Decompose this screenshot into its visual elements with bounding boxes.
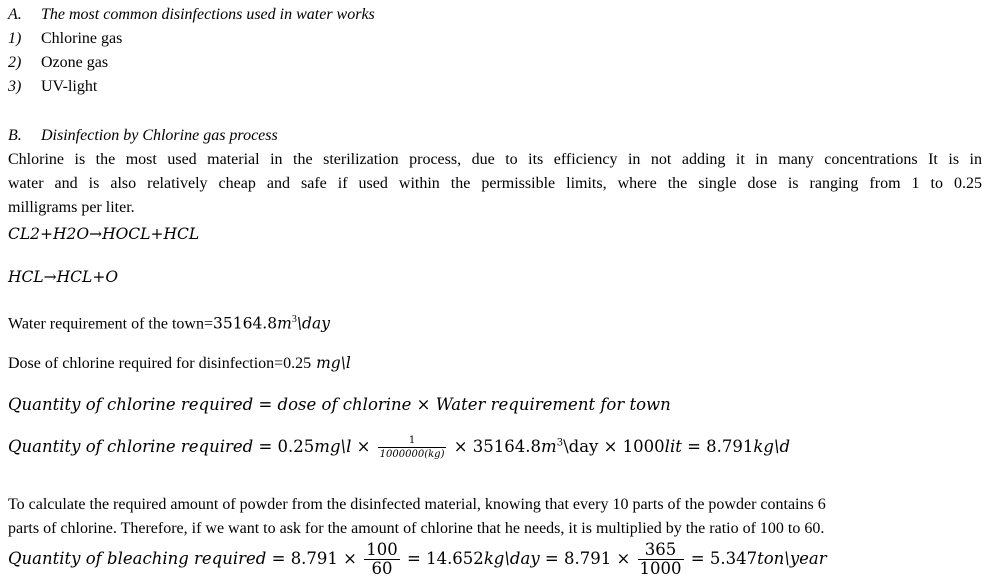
formula3-b-unit: kg\day bbox=[483, 549, 540, 568]
formula3-d-unit: ton\year bbox=[757, 549, 827, 568]
water-requirement-tail: \day bbox=[296, 314, 330, 333]
paragraph-line: parts of chlorine. Therefore, if we want to ask for the amount of chlorine that he needs, it is multiplied by the ratio of 100 to 60. bbox=[8, 520, 825, 537]
list-item-number: 1) bbox=[8, 30, 22, 47]
paragraph-line: To calculate the required amount of powder from the disinfected material, knowing that every 10 parts of the powder contains 6 bbox=[8, 496, 826, 513]
fraction-numerator: 1 bbox=[378, 434, 447, 448]
fraction-denominator: 60 bbox=[371, 559, 393, 578]
formula2-a-unit: mg\l × bbox=[314, 437, 371, 456]
list-item-text: Chlorine gas bbox=[41, 30, 123, 47]
water-requirement-unit: m bbox=[277, 314, 292, 333]
fraction-numerator: 100 bbox=[366, 540, 398, 559]
water-requirement-value: 35164.8 bbox=[213, 314, 278, 333]
dose-line bbox=[8, 353, 351, 374]
formula3-d: = 5.347 bbox=[690, 549, 758, 568]
formula-quantity-bleaching bbox=[8, 541, 827, 578]
list-item-text: Ozone gas bbox=[41, 54, 109, 71]
section-a-heading bbox=[8, 5, 375, 25]
section-b-title: Disinfection by Chlorine gas process bbox=[41, 127, 278, 144]
section-b-letter: B. bbox=[8, 127, 22, 144]
list-item bbox=[8, 53, 108, 73]
water-requirement-line bbox=[8, 310, 330, 334]
fraction-denominator: 1000 bbox=[639, 559, 682, 578]
formula2-lit: lit bbox=[664, 437, 682, 456]
section-b-heading bbox=[8, 126, 278, 146]
formula2-eq: = 8.791 bbox=[681, 437, 754, 456]
paragraph-line: water and is also relatively cheap and safe if used within the permissible limits, where the single dose is ranging from 1 to 0.25 bbox=[8, 175, 982, 192]
formula3-b: = 14.652 bbox=[407, 549, 484, 568]
formula2-lhs: Quantity of chlorine required = bbox=[8, 437, 278, 456]
list-item-number: 3) bbox=[8, 78, 22, 95]
dose-label: Dose of chlorine required for disinfection=0.25 bbox=[8, 355, 312, 372]
formula3-lhs: Quantity of bleaching required = bbox=[8, 549, 291, 568]
powder-paragraph bbox=[8, 493, 982, 541]
formula2-fraction bbox=[378, 434, 447, 461]
formula-quantity-chlorine: Quantity of chlorine required = dose of chlorine × Water requirement for town bbox=[8, 395, 671, 414]
list-item bbox=[8, 29, 122, 49]
dose-unit: mg\l bbox=[311, 354, 351, 372]
section-a-title: The most common disinfections used in water works bbox=[41, 6, 375, 23]
list-item bbox=[8, 77, 97, 97]
formula3-c: = 8.791 × bbox=[539, 549, 631, 568]
formula2-a: 0.25 bbox=[277, 437, 315, 456]
list-item-number: 2) bbox=[8, 54, 22, 71]
formula-quantity-chlorine-calc bbox=[8, 434, 790, 461]
chlorine-paragraph bbox=[8, 148, 982, 220]
list-item-text: UV-light bbox=[41, 78, 98, 95]
fraction-denominator: 1000000(kg) bbox=[379, 449, 445, 460]
formula2-b: × 35164.8 bbox=[453, 437, 542, 456]
formula3-a: 8.791 × bbox=[290, 549, 357, 568]
formula2-result-unit: kg\d bbox=[753, 437, 791, 456]
formula3-fraction-2 bbox=[638, 541, 684, 578]
formula2-b-unit: m bbox=[541, 437, 557, 456]
formula2-b-exponent: 3 bbox=[556, 437, 564, 449]
reaction-equation-2: HCL→HCL+O bbox=[8, 268, 119, 286]
section-a-letter: A. bbox=[8, 6, 22, 23]
paragraph-line: Chlorine is the most used material in the sterilization process, due to its efficiency in not adding it in many concentrations It is in bbox=[8, 151, 982, 168]
water-requirement-label: Water requirement of the town= bbox=[8, 315, 213, 333]
fraction-numerator: 365 bbox=[638, 541, 684, 560]
formula3-fraction-1 bbox=[364, 541, 400, 578]
reaction-equation-1: CL2+H2O→HOCL+HCL bbox=[8, 225, 200, 243]
water-requirement-exponent: 3 bbox=[291, 314, 297, 325]
paragraph-line: milligrams per liter. bbox=[8, 199, 135, 216]
formula2-b-tail: \day × 1000 bbox=[563, 437, 665, 456]
